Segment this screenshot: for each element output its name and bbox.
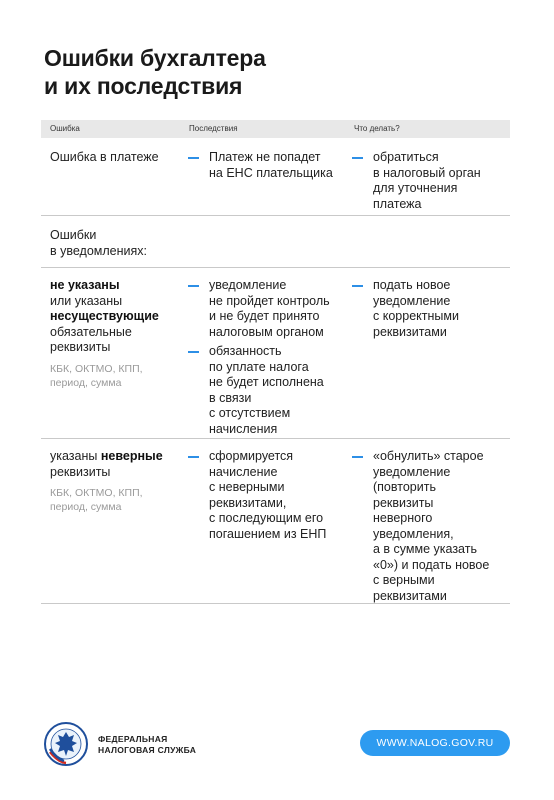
row-3-consequence-item-1: уведомление не пройдет контроль и не будет принято налоговым органом (188, 278, 330, 340)
title-line-1: Ошибки бухгалтера (44, 45, 266, 71)
organization-name: ФЕДЕРАЛЬНАЯ НАЛОГОВАЯ СЛУЖБА (98, 734, 197, 755)
row-divider (41, 438, 510, 439)
dash-marker (188, 351, 199, 353)
row-4-consequence-item: сформируется начисление с неверными реквизитами, с последующим его погашением из ЕНП (188, 449, 326, 542)
column-header-consequences: Последствия (189, 124, 238, 133)
dash-marker (352, 456, 363, 458)
website-link-button[interactable]: WWW.NALOG.GOV.RU (360, 730, 510, 756)
row-divider (41, 267, 510, 268)
row-3-hint: КБК, ОКТМО, КПП, период, сумма (50, 362, 143, 389)
row-1-action-item: обратиться в налоговый орган для уточнения платежа (352, 150, 481, 212)
row-divider (41, 215, 510, 216)
column-header-actions: Что делать? (354, 124, 400, 133)
table-header (41, 120, 510, 138)
dash-marker (352, 157, 363, 159)
dash-marker (352, 285, 363, 287)
dash-marker (188, 157, 199, 159)
row-4-error: указаны неверные реквизиты КБК, ОКТМО, КПП, период, сумма (50, 449, 180, 514)
row-4-hint: КБК, ОКТМО, КПП, период, сумма (50, 487, 143, 513)
row-divider (41, 603, 510, 604)
dash-marker (188, 285, 199, 287)
title-line-2: и их последствия (44, 73, 243, 99)
row-1-error: Ошибка в платеже (50, 150, 159, 164)
dash-marker (188, 456, 199, 458)
row-3-error: не указаны или указаны несуществующие обязательные реквизиты КБК, ОКТМО, КПП, период, сумма (50, 278, 180, 390)
row-3-consequence-item-2: обязанность по уплате налога не будет исполнена в связи с отсутствием начисления (188, 344, 324, 437)
row-1-consequence-item: Платеж не попадет на ЕНС плательщика (188, 150, 333, 181)
row-4-action-item: «обнулить» старое уведомление (повторить реквизиты неверного уведомления, а в сумме указать «0») и подать новое с верными реквизитами (352, 449, 489, 604)
fns-emblem-icon (44, 722, 88, 766)
column-header-error: Ошибка (50, 124, 80, 133)
row-3-action-item: подать новое уведомление с корректными реквизитами (352, 278, 459, 340)
page-title (44, 44, 514, 100)
row-2-section-title: Ошибки в уведомлениях: (50, 228, 148, 258)
